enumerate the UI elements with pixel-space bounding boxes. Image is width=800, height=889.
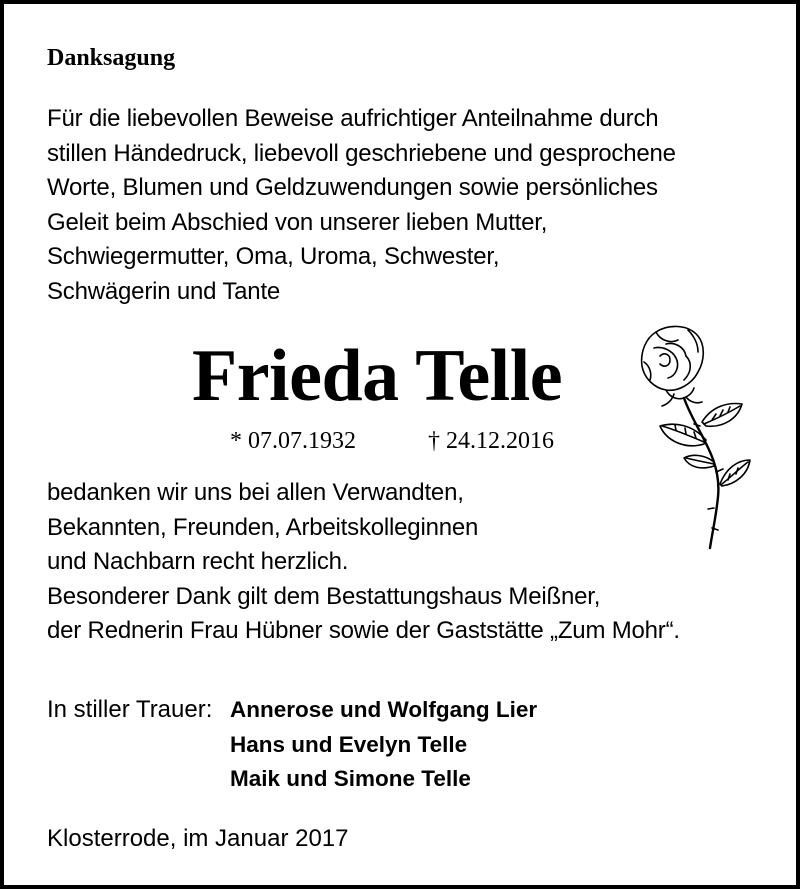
intro-text bbox=[47, 102, 676, 310]
mourner-name: Hans und Evelyn Telle bbox=[230, 731, 468, 757]
intro-line: stillen Händedruck, liebevoll geschriebene und gesprochene bbox=[47, 139, 676, 167]
thanks-line: Besonderer Dank gilt dem Bestattungshaus Meißner, bbox=[47, 582, 601, 610]
intro-line: Für die liebevollen Beweise aufrichtiger Anteilnahme durch bbox=[47, 105, 659, 132]
intro-line: Worte, Blumen und Geldzuwendungen sowie persönliches bbox=[47, 174, 658, 202]
deceased-name: Frieda Telle bbox=[192, 335, 563, 417]
thanks-line: Bekannten, Freunden, Arbeitskolleginnen bbox=[47, 513, 479, 541]
birth-date: * 07.07.1932 bbox=[230, 428, 356, 454]
thanks-line: und Nachbarn recht herzlich. bbox=[47, 548, 349, 576]
intro-line: Schwiegermutter, Oma, Uroma, Schwester, bbox=[47, 243, 500, 271]
mourner-list bbox=[230, 693, 537, 797]
heading: Danksagung bbox=[47, 45, 176, 71]
place-date: Klosterrode, im Januar 2017 bbox=[47, 825, 349, 852]
intro-line: Geleit beim Abschied von unserer lieben Mutter, bbox=[47, 208, 548, 236]
death-date: † 24.12.2016 bbox=[428, 428, 554, 454]
thanks-text bbox=[47, 476, 680, 649]
intro-line: Schwägerin und Tante bbox=[47, 277, 281, 305]
mourner-name: Annerose und Wolfgang Lier bbox=[230, 697, 538, 722]
thanks-line: bedanken wir uns bei allen Verwandten, bbox=[47, 479, 464, 506]
mourning-label: In stiller Trauer: bbox=[47, 696, 213, 723]
mourner-name: Maik und Simone Telle bbox=[230, 766, 471, 791]
thanks-line: der Rednerin Frau Hübner sowie der Gaststätte „Zum Mohr“. bbox=[47, 617, 680, 645]
